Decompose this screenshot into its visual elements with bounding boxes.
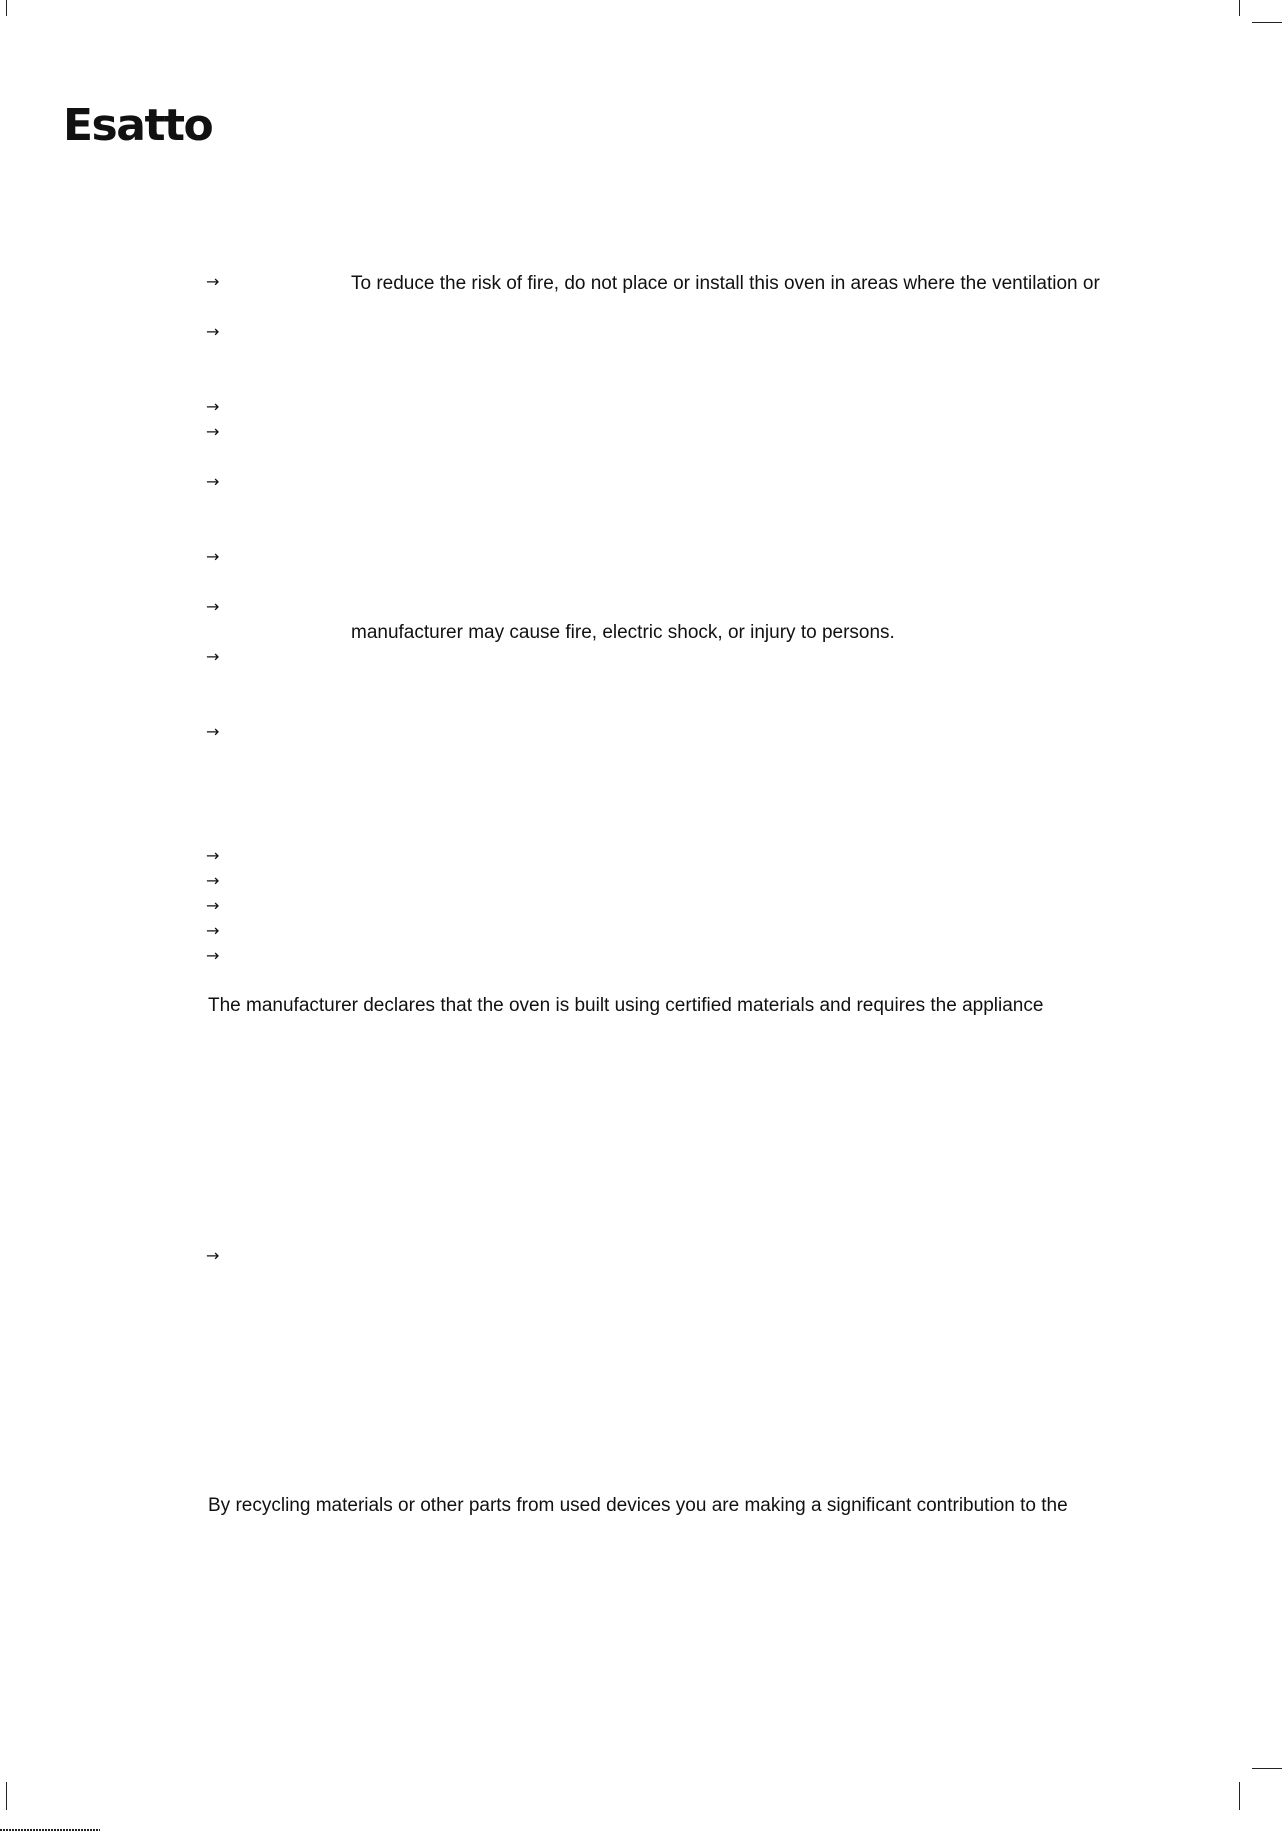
fire-risk-warning-text: To reduce the risk of fire, do not place or install this oven in areas where the ventilation or [351, 273, 1100, 294]
bullet-arrow-icon: → [206, 547, 220, 566]
bullet-arrow-icon: → [206, 722, 220, 741]
crop-mark-top-right-horizontal [1252, 22, 1282, 23]
bullet-arrow-icon: → [206, 1246, 220, 1265]
bullet-arrow-icon: → [206, 921, 220, 940]
brand-logo: Esatto [63, 100, 213, 151]
bullet-arrow-icon: → [206, 472, 220, 491]
bullet-arrow-icon: → [206, 272, 220, 291]
bullet-arrow-icon: → [206, 322, 220, 341]
certified-materials-text: The manufacturer declares that the oven is built using certified materials and requires the appliance [208, 995, 1044, 1016]
crop-mark-bottom-right-vertical [1239, 1782, 1240, 1810]
crop-mark-top-left [6, 0, 7, 16]
bullet-arrow-icon: → [206, 647, 220, 666]
bullet-arrow-icon: → [206, 846, 220, 865]
bullet-arrow-icon: → [206, 397, 220, 416]
bullet-arrow-icon: → [206, 946, 220, 965]
bullet-arrow-icon: → [206, 871, 220, 890]
crop-mark-bottom-left [6, 1782, 7, 1810]
bullet-arrow-icon: → [206, 597, 220, 616]
manufacturer-risk-text: manufacturer may cause fire, electric shock, or injury to persons. [351, 622, 895, 643]
bottom-dotted-rule [0, 1829, 100, 1831]
recycling-text: By recycling materials or other parts from used devices you are making a significant contribution to the [208, 1495, 1068, 1516]
crop-mark-top-right-vertical [1239, 0, 1240, 16]
crop-mark-bottom-right-horizontal [1252, 1768, 1282, 1769]
bullet-arrow-icon: → [206, 422, 220, 441]
bullet-arrow-icon: → [206, 896, 220, 915]
